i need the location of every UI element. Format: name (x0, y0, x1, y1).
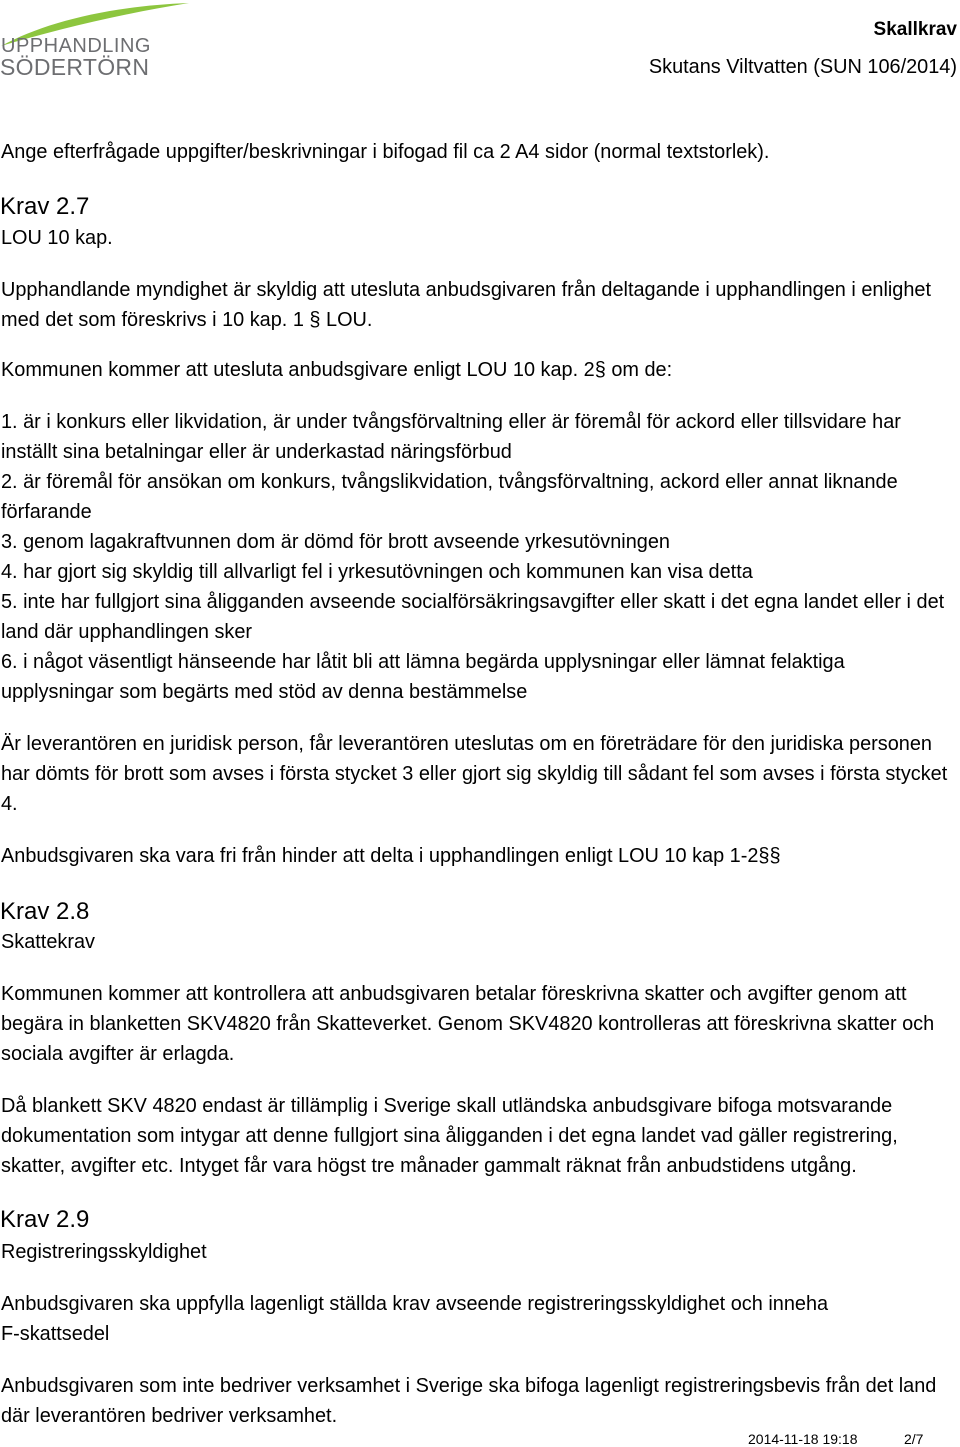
text-line: har dömts för brott som avses i första stycket 3 eller gjort sig skyldig till sådant fel som avses i första stycket (1, 763, 948, 785)
text-line: Skattekrav (1, 931, 95, 953)
paragraph (1, 979, 934, 1069)
text-line: LOU 10 kap. (1, 227, 113, 249)
section-heading: Krav 2.8 (0, 898, 90, 925)
text-line: där leverantören bedriver verksamhet. (1, 1405, 338, 1427)
list-item: 4. har gjort sig skyldig till allvarligt fel i yrkesutövningen och kommunen kan visa detta (1, 561, 753, 583)
paragraph (1, 1091, 898, 1181)
list-item: 3. genom lagakraftvunnen dom är dömd för brott avseende yrkesutövningen (1, 531, 670, 553)
text-line: skatter, avgifter etc. Intyget får vara högst tre månader gammalt räknat från anbudstidens utgång. (1, 1155, 857, 1177)
logo-text-sodertorn: SÖDERTÖRN (0, 54, 150, 80)
logo (0, 0, 192, 82)
section-subheading (1, 927, 95, 957)
list-item: 1. är i konkurs eller likvidation, är under tvångsförvaltning eller är föremål för ackord eller tillsvidare har (1, 411, 901, 433)
list-item: 5. inte har fullgjort sina åligganden avseende socialförsäkringsavgifter eller skatt i det egna landet eller i det (1, 591, 945, 613)
list-item-continuation: inställt sina betalningar eller är underkastad näringsförbud (1, 441, 512, 463)
intro-paragraph (1, 137, 769, 167)
footer-page-number: 2/7 (904, 1431, 924, 1447)
document-subtitle: Skutans Viltvatten (SUN 106/2014) (648, 56, 957, 78)
text-line: Anbudsgivaren som inte bedriver verksamhet i Sverige ska bifoga lagenligt registreringsbevis från det land (1, 1375, 937, 1397)
paragraph (1, 355, 672, 385)
text-line: Då blankett SKV 4820 endast är tillämplig i Sverige skall utländska anbudsgivare bifoga motsvarande (1, 1095, 893, 1117)
list-item-continuation: upplysningar som begärts med stöd av denna bestämmelse (1, 681, 528, 703)
paragraph (1, 841, 781, 871)
footer-timestamp: 2014-11-18 19:18 (748, 1431, 858, 1447)
text-line: med det som föreskrivs i 10 kap. 1 § LOU. (1, 309, 373, 331)
paragraph (1, 275, 931, 335)
text-line: F-skattsedel (1, 1323, 110, 1345)
list-item-continuation: land där upphandlingen sker (1, 621, 253, 643)
text-line: Registreringsskyldighet (1, 1241, 207, 1263)
list-item: 2. är föremål för ansökan om konkurs, tvångslikvidation, tvångsförvaltning, ackord eller annat liknande (1, 471, 898, 493)
section-subheading (1, 223, 113, 253)
section-heading: Krav 2.9 (0, 1206, 90, 1233)
text-line: Ange efterfrågade uppgifter/beskrivningar i bifogad fil ca 2 A4 sidor (normal textstorlek). (1, 141, 770, 163)
text-line: dokumentation som intygar att denne fullgjort sina åligganden i det egna landet vad gäller registrering, (1, 1125, 898, 1147)
section-heading: Krav 2.7 (0, 193, 90, 220)
logo-text-upphandling: UPPHANDLING (1, 35, 151, 57)
list-item: 6. i något väsentligt hänseende har låtit bli att lämna begärda upplysningar eller lämnat felaktiga (1, 651, 845, 673)
paragraph (1, 1289, 828, 1349)
text-line: Anbudsgivaren ska vara fri från hinder att delta i upphandlingen enligt LOU 10 kap 1-2§§ (1, 845, 781, 867)
text-line: Anbudsgivaren ska uppfylla lagenligt ställda krav avseende registreringsskyldighet och inneha (1, 1293, 829, 1315)
section-subheading (1, 1237, 207, 1267)
list-item-continuation: förfarande (1, 501, 92, 523)
exclusion-list (1, 407, 944, 707)
text-line: Är leverantören en juridisk person, får leverantören uteslutas om en företrädare för den juridiska personen (1, 733, 932, 755)
text-line: sociala avgifter är erlagda. (1, 1043, 235, 1065)
document-title: Skallkrav (873, 19, 957, 40)
text-line: Kommunen kommer att kontrollera att anbudsgivaren betalar föreskrivna skatter och avgifter genom att (1, 983, 907, 1005)
paragraph (1, 729, 947, 819)
text-line: begära in blanketten SKV4820 från Skatteverket. Genom SKV4820 kontrolleras att föreskrivna skatter och (1, 1013, 935, 1035)
text-line: Upphandlande myndighet är skyldig att utesluta anbudsgivaren från deltagande i upphandlingen i enlighet (1, 279, 932, 301)
text-line: 4. (1, 793, 18, 815)
text-line: Kommunen kommer att utesluta anbudsgivare enligt LOU 10 kap. 2§ om de: (1, 359, 673, 381)
paragraph (1, 1371, 936, 1431)
